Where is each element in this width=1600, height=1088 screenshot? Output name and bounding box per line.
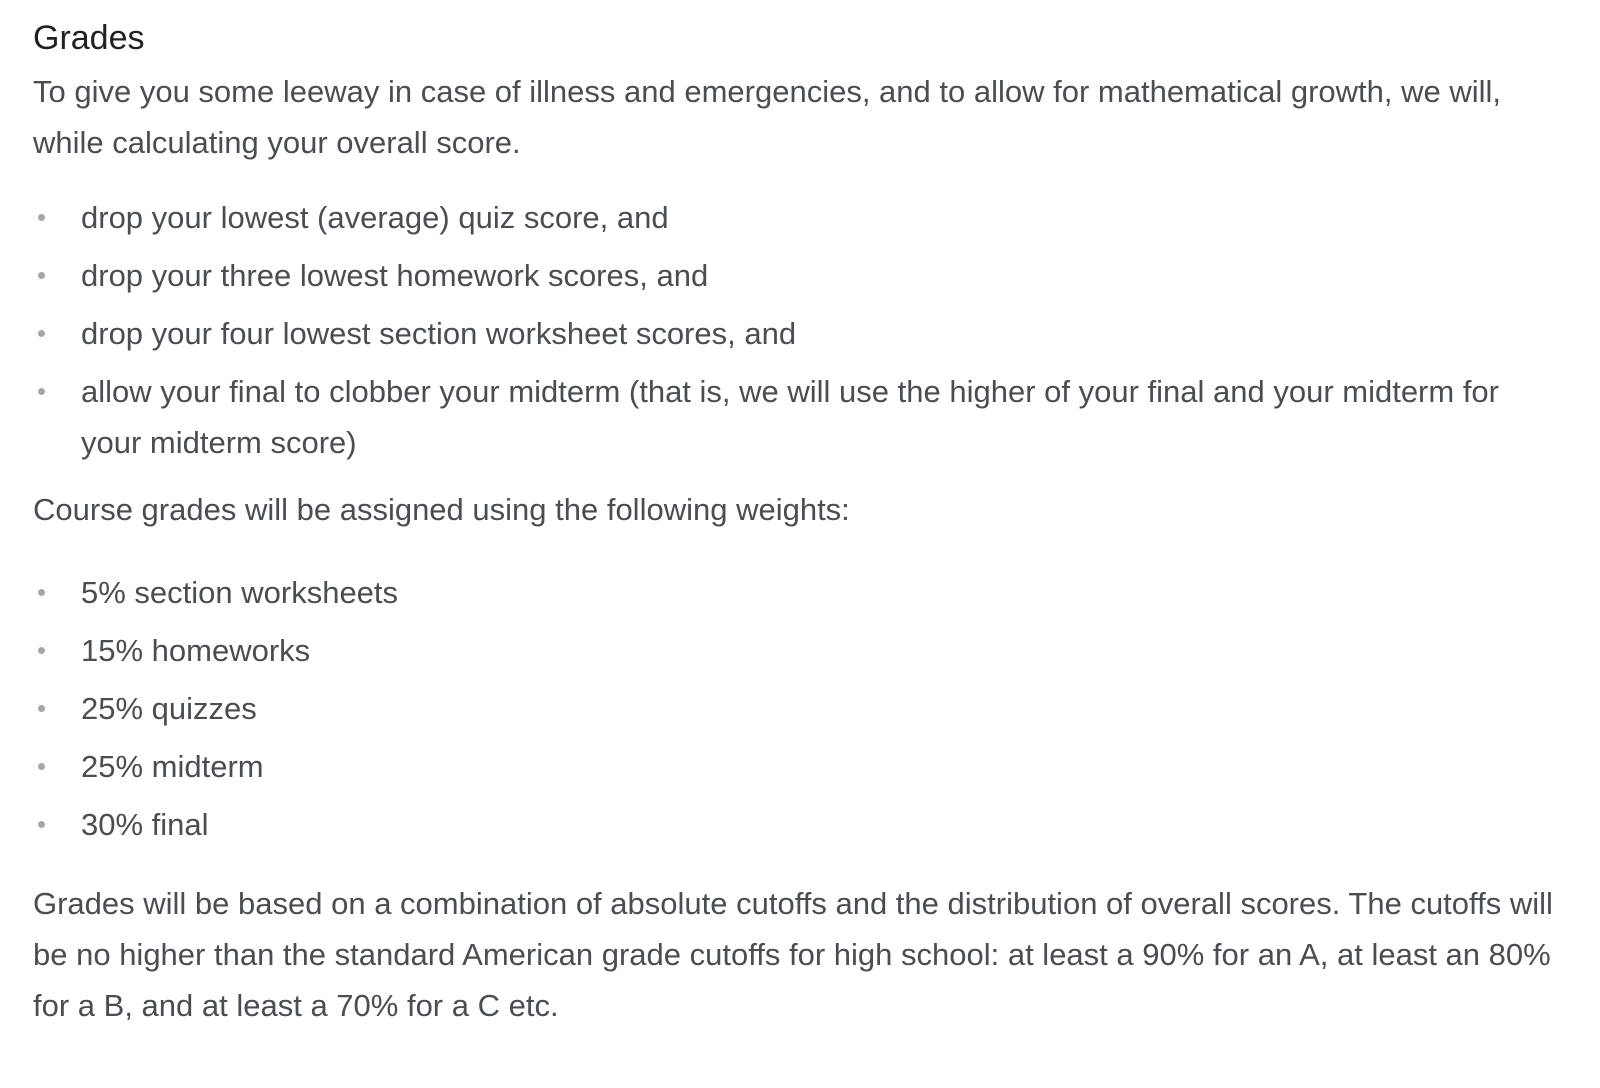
list-item-text: 15% homeworks (81, 633, 311, 668)
bullet-icon (38, 388, 45, 395)
list-item (33, 741, 1567, 792)
bullet-icon (38, 589, 45, 596)
bullet-icon (38, 272, 45, 279)
intro-paragraph: To give you some leeway in case of illness and emergencies, and to allow for mathematical growth, we will, while calculating your overall score. (33, 74, 1502, 160)
drop-policy-list (33, 192, 1567, 468)
bullet-icon (38, 330, 45, 337)
weights-intro-paragraph: Course grades will be assigned using the following weights: (33, 492, 850, 527)
bullet-icon (38, 647, 45, 654)
list-item-text: 5% section worksheets (81, 575, 399, 610)
section-title: Grades (33, 19, 145, 57)
bullet-icon (38, 214, 45, 221)
list-item (33, 683, 1567, 734)
list-item (33, 366, 1567, 468)
list-item-text: drop your four lowest section worksheet scores, and (81, 316, 797, 351)
list-item (33, 567, 1567, 618)
list-item-text: drop your lowest (average) quiz score, and (81, 200, 669, 235)
list-item (33, 192, 1567, 243)
list-item (33, 625, 1567, 676)
bullet-icon (38, 763, 45, 770)
list-item (33, 799, 1567, 850)
list-item-text: 30% final (81, 807, 209, 842)
list-item-text: 25% midterm (81, 749, 264, 784)
bullet-icon (38, 705, 45, 712)
bullet-icon (38, 821, 45, 828)
list-item-text: drop your three lowest homework scores, and (81, 258, 709, 293)
weights-list (33, 567, 1567, 850)
list-item-text: allow your final to clobber your midterm (that is, we will use the higher of your final and your midterm for your midterm score) (81, 374, 1499, 460)
list-item (33, 250, 1567, 301)
list-item-text: 25% quizzes (81, 691, 257, 726)
cutoffs-paragraph: Grades will be based on a combination of absolute cutoffs and the distribution of overall scores. The cutoffs will be no higher than the standard American grade cutoffs for high school: at least a 90% for an A, at least an 80% for a B, and at least a 70% for a C etc. (33, 886, 1553, 1023)
list-item (33, 308, 1567, 359)
